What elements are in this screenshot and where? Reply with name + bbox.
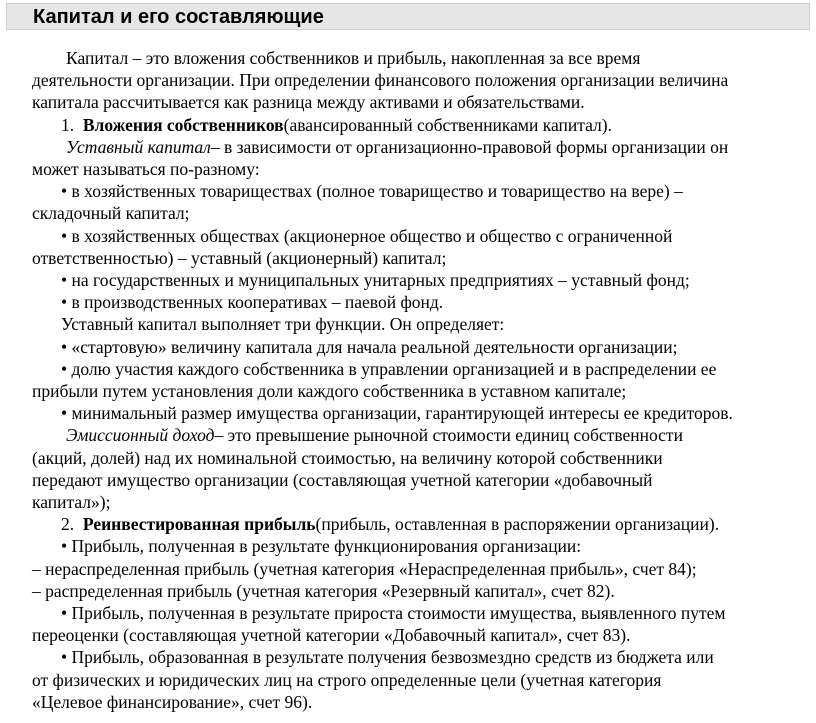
reinvest-item-1a: – нераспределенная прибыль (учетная категория «Нераспределенная прибыль», счет 84);	[32, 558, 697, 579]
paragraph-intro-line-1: Капитал – это вложения собственников и прибыль, накопленная за все время	[66, 48, 641, 68]
ustav-term: Уставный капитал	[66, 136, 211, 157]
bullet-4: • в производственных кооперативах – паевой фонд.	[61, 292, 444, 313]
title-bar	[6, 3, 810, 30]
reinvest-item-3-line-1: • Прибыль, образованная в результате получения безвозмездно средств из бюджета или	[61, 647, 714, 668]
ustav-definition-line-1	[32, 136, 812, 158]
bullet-2-line-2: ответственностью) – уставный (акционерный) капитал;	[32, 247, 447, 268]
section-2-description: (прибыль, оставленная в распоряжении организации).	[315, 514, 720, 535]
emission-term: Эмиссионный доход	[66, 425, 215, 446]
emission-definition-line-3: передают имущество организации (составляющая учетной категории «добавочный	[32, 469, 653, 490]
paragraph-intro-line-3: капитала рассчитывается как разница между активами и обязательствами.	[32, 92, 585, 113]
reinvest-item-1b: – распределенная прибыль (учетная категория «Резервный капитал», счет 82).	[32, 580, 615, 601]
ustav-definition-line-2: может называться по-разному:	[32, 159, 260, 180]
reinvest-item-3-line-2: от физических и юридических лиц на строго определенные цели (учетная категория	[32, 669, 662, 690]
document-body	[32, 47, 812, 713]
section-2-number: 2.	[61, 514, 75, 535]
section-1-heading	[32, 114, 812, 136]
bullet-3: • на государственных и муниципальных унитарных предприятиях – уставный фонд;	[61, 270, 690, 291]
bullet-2-line-1: • в хозяйственных обществах (акционерное общество и общество с ограниченной	[61, 225, 673, 246]
section-1-title: Вложения собственников	[82, 114, 284, 135]
emission-definition-line-2: (акций, долей) над их номинальной стоимостью, на величину которой собственники	[32, 447, 663, 468]
reinvest-item-2-line-2: переоценки (составляющая учетной категории «Добавочный капитал», счет 83).	[32, 625, 631, 646]
reinvest-item-3-line-3: «Целевое финансирование», счет 96).	[32, 691, 313, 712]
bullet-1-line-1: • в хозяйственных товариществах (полное товарищество и товарищество на вере) –	[61, 181, 683, 202]
section-2-heading	[32, 513, 812, 535]
bullet-1-line-2: складочный капитал;	[32, 203, 190, 224]
paragraph-intro-line-2: деятельности организации. При определении финансового положения организации величина	[32, 70, 729, 91]
section-2-title: Реинвестированная прибыль	[82, 514, 316, 535]
ustav-definition: – в зависимости от организационно-правовой формы организации он	[210, 136, 729, 157]
function-3: • минимальный размер имущества организации, гарантирующей интересы ее кредиторов.	[61, 403, 733, 424]
section-1-description: (авансированный собственниками капитал).	[283, 114, 612, 135]
function-2-line-1: • долю участия каждого собственника в управлении организацией и в распределении ее	[61, 358, 717, 379]
functions-intro: Уставный капитал выполняет три функции. Он определяет:	[61, 314, 505, 335]
reinvest-item-1: • Прибыль, полученная в результате функционирования организации:	[61, 536, 582, 557]
reinvest-item-2-line-1: • Прибыль, полученная в результате прироста стоимости имущества, выявленного путем	[61, 603, 726, 624]
section-1-number: 1.	[61, 114, 75, 135]
function-2-line-2: прибыли путем установления доли каждого собственника в уставном капитале;	[32, 381, 627, 402]
emission-definition-line-4: капитал»);	[32, 492, 111, 513]
page-title: Капитал и его составляющие	[33, 6, 324, 28]
function-1: • «стартовую» величину капитала для начала реальной деятельности организации;	[61, 336, 678, 357]
emission-definition: – это превышение рыночной стоимости единиц собственности	[214, 425, 683, 446]
emission-definition-line-1	[32, 424, 812, 446]
